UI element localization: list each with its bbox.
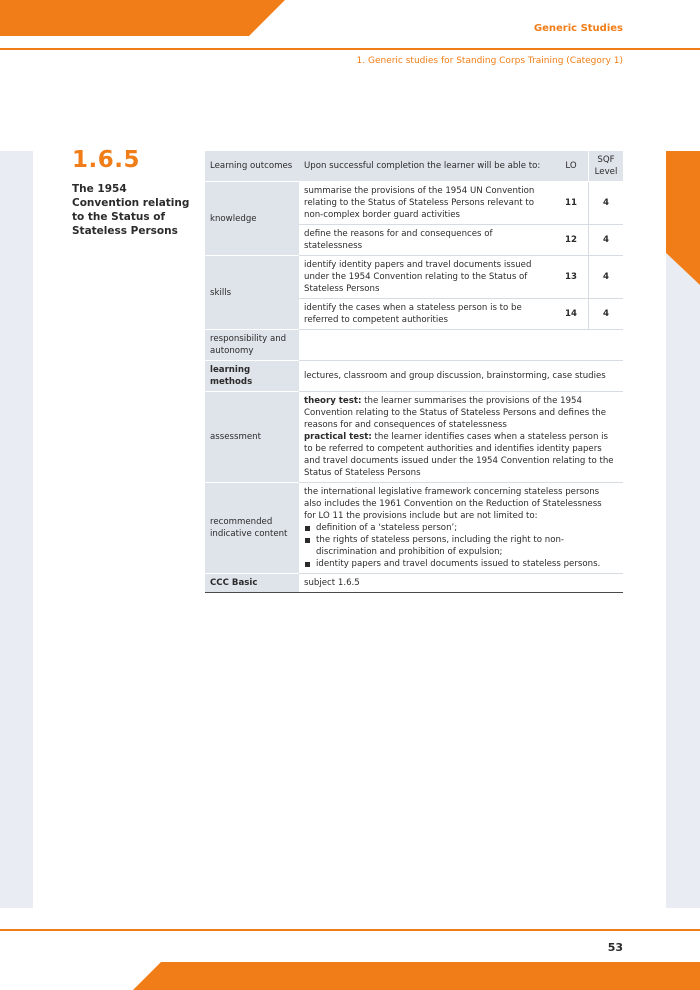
table-row [205, 330, 623, 361]
methods-label: learning methods [205, 361, 299, 392]
content-intro: the international legislative framework concerning stateless persons also includes the 1961 Convention on the Reduction of Statelessness [304, 487, 602, 509]
practical-test-text: the learner identifies cases when a stateless person is to be referred to competent authorities and identifies identity papers and travel documents issued under the 1954 Convention relating to the Status of Stateless Persons [304, 432, 614, 478]
responsibility-empty-cell [299, 330, 589, 361]
theory-test-label: theory test: [304, 396, 362, 406]
learning-outcomes-table [205, 151, 623, 593]
skills-outcome-1: identify identity papers and travel documents issued under the 1954 Convention relating to the Status of Stateless Persons [299, 256, 554, 299]
skills-outcome-2: identify the cases when a stateless person is to be referred to competent authorities [299, 299, 554, 330]
theory-test-text: the learner summarises the provisions of the 1954 Convention relating to the Status of Stateless Persons and defines the reasons for and consequences of statelessness [304, 396, 607, 430]
table-row [205, 483, 623, 574]
footer-band [133, 962, 700, 990]
sqf-level: 4 [589, 299, 624, 330]
skills-label: skills [205, 256, 299, 330]
content-text [299, 483, 623, 574]
assessment-text [299, 392, 623, 483]
ccc-label: CCC Basic [205, 574, 299, 593]
list-item: identity papers and travel documents issued to stateless persons. [304, 558, 618, 570]
header-lo: LO [554, 151, 589, 182]
lo-number: 11 [554, 182, 589, 225]
table-row [205, 361, 623, 392]
header-learning-outcomes: Learning outcomes [205, 151, 299, 182]
unit-title: The 1954 Convention relating to the Status of Stateless Persons [72, 183, 190, 237]
left-margin-panel [0, 151, 33, 908]
ccc-text: subject 1.6.5 [299, 574, 623, 593]
lo-number: 13 [554, 256, 589, 299]
knowledge-outcome-2: define the reasons for and consequences of statelessness [299, 225, 554, 256]
table-header-row [205, 151, 623, 182]
header-rule [0, 48, 700, 50]
knowledge-outcome-1: summarise the provisions of the 1954 UN Convention relating to the Status of Stateless Persons relevant to non-complex border guard activities [299, 182, 554, 225]
responsibility-label: responsibility and autonomy [205, 330, 299, 361]
table-row [205, 256, 623, 299]
responsibility-empty-sqf [589, 330, 624, 361]
header-band [0, 0, 285, 36]
content-lead: for LO 11 the provisions include but are not limited to: [304, 511, 538, 521]
sqf-level: 4 [589, 182, 624, 225]
table-row [205, 574, 623, 593]
lo-number: 14 [554, 299, 589, 330]
footer-rule [0, 929, 700, 931]
section-title: Generic Studies [533, 23, 623, 34]
knowledge-label: knowledge [205, 182, 299, 256]
header-description: Upon successful completion the learner will be able to: [299, 151, 554, 182]
table-row [205, 392, 623, 483]
list-item: definition of a ‘stateless person’; [304, 522, 618, 534]
content-label: recommended indicative content [205, 483, 299, 574]
methods-text: lectures, classroom and group discussion, brainstorming, case studies [299, 361, 623, 392]
unit-number: 1.6.5 [72, 147, 140, 173]
assessment-label: assessment [205, 392, 299, 483]
sqf-level: 4 [589, 225, 624, 256]
header-sqf-level: SQF Level [589, 151, 624, 182]
sqf-level: 4 [589, 256, 624, 299]
practical-test-label: practical test: [304, 432, 372, 442]
page-number: 53 [607, 941, 623, 954]
table-row [205, 182, 623, 225]
subsection-title: 1. Generic studies for Standing Corps Training (Category 1) [356, 56, 623, 66]
list-item: the rights of stateless persons, including the right to non-discrimination and prohibition of expulsion; [304, 534, 618, 558]
lo-number: 12 [554, 225, 589, 256]
content-bullet-list [304, 522, 618, 570]
